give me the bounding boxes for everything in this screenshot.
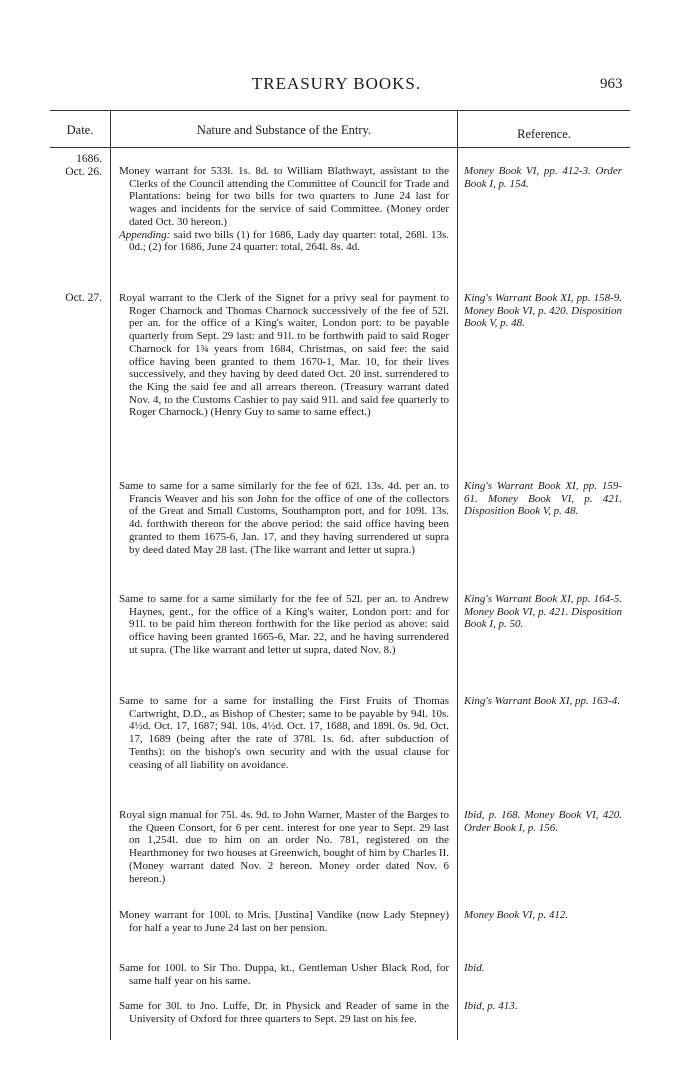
header-nature: Nature and Substance of the Entry.: [196, 123, 372, 137]
entry-reference: Ibid, p. 413.: [464, 1000, 518, 1012]
entry-reference: King's Warrant Book XI, pp. 163-4.: [464, 695, 620, 707]
entry-reference: King's Warrant Book XI, pp. 159-61. Money Book VI, p. 421. Disposition Book V, p. 48.: [464, 480, 622, 518]
appending-text: said two bills (1) for 1686, Lady day quarter: total, 268l. 13s. 0d.; (2) for 1686, June 24 quarter: total, 264l. 8s. 4d.: [129, 228, 449, 254]
entry-paragraph: Money warrant for 100l. to Mris. [Justina] Vandike (now Lady Stepney) for half a year to June 24 last on her pension.: [119, 909, 449, 934]
entry-text: [119, 1000, 449, 1025]
entry-reference: King's Warrant Book XI, pp. 158-9. Money Book VI, p. 420. Disposition Book V, p. 48.: [464, 292, 622, 330]
running-title: TREASURY BOOKS.: [251, 74, 422, 93]
entry-text: [119, 292, 449, 419]
date-oct-26: Oct. 26.: [65, 166, 102, 178]
entry-paragraph: Same to same for a same for installing the First Fruits of Thomas Cartwright, D.D., as Bishop of Chester; same to be payable by 94l. 10s. 4½d. Oct. 17, 1687; 94l. 10s. 4½d. Oct. 17, 1688, and 189l. 0s. 9d. Oct. 17, 1689 (being after the rate of 378l. 1s. 6d. after subduction of Tenths): on the bishop's own security and with the usual clause for ceasing of all liability on avoidance.: [119, 695, 449, 771]
entry-paragraph: Money warrant for 533l. 1s. 8d. to William Blathwayt, assistant to the Clerks of the Council attending the Committee of Council for Trade and Plantations: being for two bills for two quarters to June 24 last for wages and incidents for the service of said Committee. (Money order dated Oct. 30 hereon.): [119, 165, 449, 228]
entry-paragraph: Same to same for a same similarly for the fee of 62l. 13s. 4d. per an. to Francis Weaver and his son John for the office of one of the collectors of the Great and Small Customs, Southampton port, and for 109l. 13s. 4d. forthwith thereon for the above period: the said office having been granted to them 1675-6, Jan. 17, and they having surrendered ut supra by deed dated May 28 last. (The like warrant and letter ut supra.): [119, 480, 449, 556]
entry-paragraph: Same for 30l. to Jno. Luffe, Dr. in Physick and Reader of same in the University of Oxford for three quarters to Sept. 29 last on his fee.: [119, 1000, 449, 1025]
header-date: Date.: [66, 123, 94, 137]
entry-text: [119, 962, 449, 987]
entry-paragraph: Same for 100l. to Sir Tho. Duppa, kt., Gentleman Usher Black Rod, for same half year on his same.: [119, 962, 449, 987]
entry-text: [119, 480, 449, 556]
entry-text: [119, 165, 449, 254]
entry-text: [119, 695, 449, 771]
header-reference: Reference.: [517, 127, 571, 141]
entry-reference: King's Warrant Book XI, pp. 164-5. Money Book VI, p. 421. Disposition Book I, p. 50.: [464, 593, 622, 631]
entry-text: [119, 909, 449, 934]
entry-paragraph: Same to same for a same similarly for the fee of 52l. per an. to Andrew Haynes, gent., for the office of a King's waiter, London port: and for 91l. to be paid him thereon forthwith for the like period as above: said office having been granted 1665-6, Mar. 22, and he having surrendered ut supra. (The like warrant and letter ut supra, dated Nov. 8.): [119, 593, 449, 656]
date-oct-27: Oct. 27.: [65, 292, 102, 304]
appending-label: Appending:: [119, 228, 171, 241]
entry-reference: Money Book VI, p. 412.: [464, 909, 569, 921]
entry-text: [119, 593, 449, 657]
table-header-rule: [50, 147, 630, 148]
table-top-rule: [50, 110, 630, 111]
entry-reference: Ibid, p. 168. Money Book VI, 420. Order Book I, p. 156.: [464, 809, 622, 834]
date-year: 1686.: [76, 153, 102, 165]
entry-paragraph: Royal sign manual for 75l. 4s. 9d. to John Warner, Master of the Barges to the Queen Consort, for 6 per cent. interest for one year to Sept. 29 last on 1,254l. due to him on an order No. 781, registered on the Hearthmoney for two houses at Greenwich, bought of him by Charles II. (Money warrant dated Nov. 2 hereon. Money order dated Nov. 6 hereon.): [119, 809, 449, 885]
page-number: 963: [600, 76, 623, 92]
entry-appending: [119, 229, 449, 254]
column-divider-reference: [457, 110, 458, 1040]
entry-paragraph: Royal warrant to the Clerk of the Signet for a privy seal for payment to Roger Charnock and Thomas Charnock successively of the fee of 52l. per an. for the office of a King's waiter, London port: to be payable quarterly from Sept. 29 last: and 91l. to be forthwith paid to said Roger Charnock for 1¾ years from 1684, Christmas, on said fee: the said office having been granted to them 1670-1, Mar. 10, for their lives successively, and they having by deed dated Oct. 20 inst. surrendered to the King the said fee and all arrears thereon. (Treasury warrant dated Nov. 4, to the Customs Cashier to pay said 91l. and said fee quarterly to Roger Charnock.) (Henry Guy to same to same effect.): [119, 292, 449, 419]
entry-reference: Ibid.: [464, 962, 485, 974]
entry-text: [119, 809, 449, 885]
entry-reference: Money Book VI, pp. 412-3. Order Book I, p. 154.: [464, 165, 622, 190]
column-divider-date: [110, 110, 111, 1040]
